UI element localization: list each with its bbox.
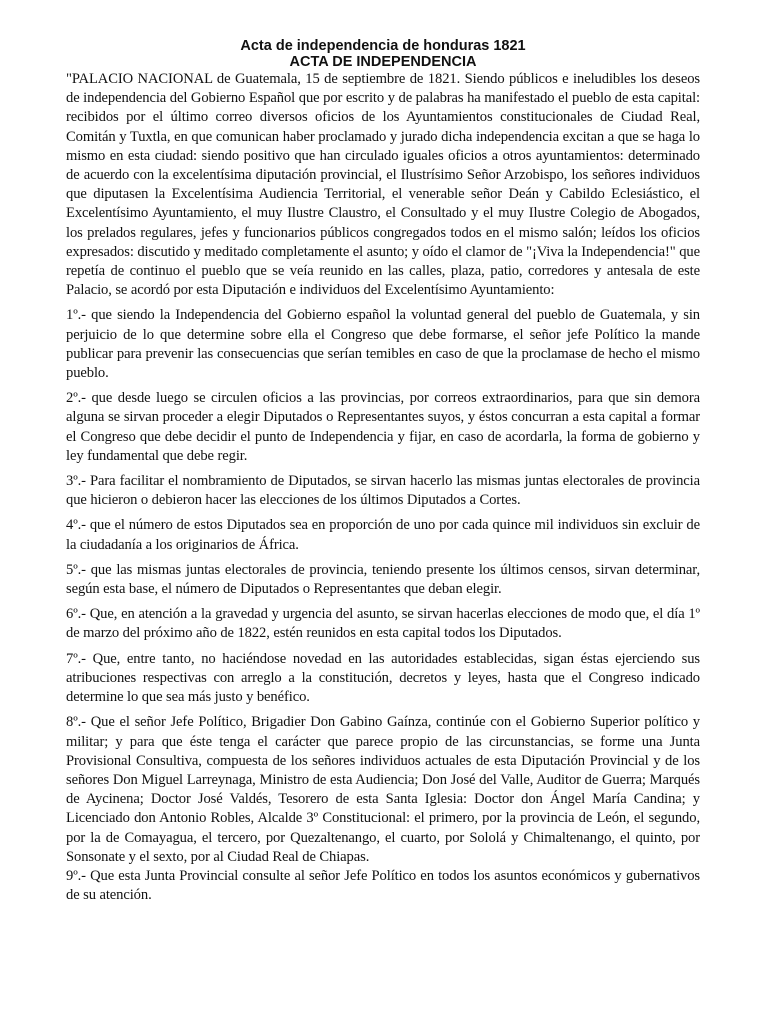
article-9: 9º.- Que esta Junta Provincial consulte al señor Jefe Político en todos los asuntos económicos y gubernativos de su atención.	[66, 867, 700, 904]
intro-paragraph: "PALACIO NACIONAL de Guatemala, 15 de septiembre de 1821. Siendo públicos e ineludibles los deseos de independencia del Gobierno Español que por escrito y de palabras ha manifestado el pueblo de esta capital: recibidos por el último correo diversos oficios de los Ayuntamientos constitucionales de Ciudad Real, Comitán y Tuxtla, en que comunican haber proclamado y jurado dicha independencia excitan a que se haga lo mismo en esta ciudad: siendo positivo que han circulado iguales oficios a otros ayuntamientos: determinado de acuerdo con la excelentísima diputación provincial, el Ilustrísimo Señor Arzobispo, los señores individuos que diputasen la Excelentísima Audiencia Territorial, el venerable señor Deán y Cabildo Eclesiástico, el Excelentísimo Ayuntamiento, el muy Ilustre Claustro, el Consultado y el muy Ilustre Colegio de Abogados, los prelados regulares, jefes y funcionarios públicos congregados todos en el mismo salón; leídos los oficios expresados: discutido y meditado completamente el asunto; y oído el clamor de "¡Viva la Independencia!" que repetía de continuo el pueblo que se veía reunido en las calles, plaza, patio, corredores y antesala de este Palacio, se acordó por esta Diputación e individuos del Excelentísimo Ayuntamiento:	[66, 71, 700, 299]
document-page	[66, 38, 700, 911]
article-5: 5º.- que las mismas juntas electorales de provincia, teniendo presente los últimos censos, sirvan determinar, según esta base, el número de Diputados o Representantes que deban elegir.	[66, 561, 700, 598]
article-6: 6º.- Que, en atención a la gravedad y urgencia del asunto, se sirvan hacerlas elecciones de modo que, el día 1º de marzo del próximo año de 1822, estén reunidos en esta capital todos los Diputados.	[66, 606, 700, 642]
article-1: 1º.- que siendo la Independencia del Gobierno español la voluntad general del pueblo de Guatemala, y sin perjuicio de lo que determine sobre ella el Congreso que debe formarse, el señor jefe Político la mande publicar para prevenir las consecuencias que serían temibles en caso de que la proclamase de hecho el mismo pueblo.	[66, 307, 700, 382]
article-4: 4º.- que el número de estos Diputados sea en proporción de uno por cada quince mil individuos sin excluir de la ciudadanía a los originarios de África.	[66, 517, 700, 553]
article-2: 2º.- que desde luego se circulen oficios a las provincias, por correos extraordinarios, para que sin demora alguna se sirvan proceder a elegir Diputados o Representantes suyos, y éstos concurran a esta capital a formar el Congreso que debe decidir el punto de Independencia y fijar, en caso de acordarla, la forma de gobierno y ley fundamental que debe regir.	[66, 390, 700, 464]
article-7: 7º.- Que, entre tanto, no haciéndose novedad en las autoridades establecidas, sigan éstas ejerciendo sus atribuciones respectivas con arreglo a la constitución, decretos y leyes, hasta que el Congreso indicado determine lo que sea más justo y benéfico.	[66, 650, 700, 706]
document-title: Acta de independencia de honduras 1821	[240, 38, 526, 54]
document-subtitle: ACTA DE INDEPENDENCIA	[289, 54, 477, 70]
article-3: 3º.- Para facilitar el nombramiento de Diputados, se sirvan hacerlo las mismas juntas electorales de provincia que hicieron o debieron hacer las elecciones de los últimos Diputados a Cortes.	[66, 473, 700, 509]
article-8: 8º.- Que el señor Jefe Político, Brigadier Don Gabino Gaínza, continúe con el Gobierno Superior político y militar; y para que éste tenga el carácter que parece propio de las circunstancias, se forme una Junta Provisional Consultiva, compuesta de los señores individuos actuales de esta Diputación Provincial y de los señores Don Miguel Larreynaga, Ministro de esta Audiencia; Don José del Valle, Auditor de Guerra; Marqués de Aycinena; Doctor José Valdés, Tesorero de esta Santa Iglesia: Doctor don Ángel María Candina; y Licenciado don Antonio Robles, Alcalde 3º Constitucional: el primero, por la provincia de León, el segundo, por la de Comayagua, el tercero, por Quezaltenango, el cuarto, por Sololá y Chimaltenango, el quinto, por Sonsonate y el sexto, por al Ciudad Real de Chiapas.	[66, 714, 700, 865]
